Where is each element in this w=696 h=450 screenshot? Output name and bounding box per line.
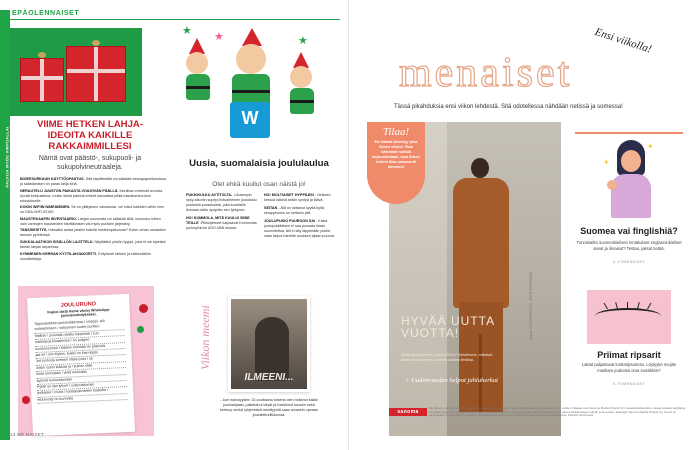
side-strip-text: PALVIJA MYÖS VIRPUALLAI	[4, 126, 10, 188]
fine-print: Me Naiset – lehden toiseksi, ilmiantaakt ja suottimien tuottuteet. Kaiso vinkkejä etsiva painosnauviilist – Lehden Olaajaa oset Sanoma Media Finland Oy:n asiakasrekisteröiksi, saaaa voidaan käyttää ja luovuttaa Sanoman markkinointialhin myös suoramarkkinointiin. Sanoma Media Finland Oy:llä on tietoa oikeus kieltää tietojen käyttö ja luovuttaa. Julkaisija: Sanoma Media Finland Oy. Kanal- ja painopaikka: Punamusta Oy. Lehteen tallennettuja aineistoja saa käyttää yhtiön ilmoittamissa tarkoituksissa. Painettu Suomessa.	[429, 406, 686, 418]
poem-line: jaa sir / sim löyttiin, kukkii on ihan kippo	[35, 349, 125, 359]
next-week-label: Ensi viikolla!	[593, 26, 654, 56]
star-icon: ★	[298, 35, 308, 47]
star-icon: ★	[214, 31, 224, 43]
body-paragraph: NERAUTELU JUUSTON PAIKASTA VOILEIVÄN PÄÄLLÄ. Monilhan mielestä arvosta hyvää keskustelua, mutta nämä päivinä erheet kannattaa pitää maustumina kuin edustukselle.	[20, 188, 163, 203]
poem-line: Pyhät on ilan lyhyet / sukemattomat	[37, 381, 127, 391]
article-title: VIIME HETKEN LAHJA-IDEOITA KAIKILLE RAKKAIMMILLESI	[36, 119, 144, 152]
song-entry: PUKKIKULKU AVTITOLTA- -Lihaampin nyky-aikohin sopepi lintuaiheinen joululaulu pukkesta puraukuista, joka suoeisille lintuaan-dalla sydydän sen lyhtynen.	[186, 193, 257, 212]
body-paragraph: BIOEESURKAUN KÄYTTÖOPASTUS. Sitä käyttämällä voi säästää vessapaperikuluissa, ja säästämisen on paras lahja kinä.	[20, 177, 167, 186]
poem-line: olisiin suolu tiukkaa ja / kuinen eläk-	[36, 362, 126, 372]
poem-line: hatlitse / joulundiu avattu kippariaa / suu	[35, 330, 125, 340]
ornament-icon	[22, 396, 30, 404]
song-entry: HO! KUMMOLA, MITÄ KUULUI SIINE TEILLE -Pikkuljeleset kalpaavat Kummolas joulunyhinnä UDO-MMI-klossa.	[186, 216, 257, 230]
song-entry: JOULUPUKKI PUUROON SAI - Kiska joulupukkilaisen ei saa puusata ilman suunniteltua, äiti ei käy läppimään pukile, vaan tarjoa häneille suuksen sijaan puuroa.	[264, 219, 335, 238]
thinking-woman-illustration	[603, 140, 659, 220]
feature-link: + Uudenvuoden helpot juhlaherkut	[405, 377, 498, 384]
song-entry: HO! MOLTIAISET HYPPÄÄSI - Hetkeen kestuä näkinä seikin syntyä ja ikävä.	[264, 193, 331, 202]
bow-icon	[38, 52, 46, 58]
feature-headline: HYVÄÄ UUTTA VUOTTA!	[401, 314, 495, 340]
ornament-icon	[137, 326, 144, 333]
poem-line: polkaiset / mutta / tuulaaisiimaiden koskella /	[37, 387, 127, 397]
poem-line: kylymä rentouttamaan	[37, 375, 127, 385]
body-paragraph: KOKIN WIFIIN NIMEÄMINEN. Se on yllätyksen vaivatonta, voi mikoi kaikkien wifiin nimi on DNA-WIFI-02190.	[20, 205, 164, 215]
article-subtitle: Nämä ovat päästö-, sukupuoli- ja sukupolvineutraaleja.	[38, 155, 142, 171]
songs-column	[186, 193, 258, 234]
sanoma-logo: sanoma	[389, 408, 427, 416]
gifts-image	[10, 28, 142, 116]
songs-subtitle: Olet ehkä kuullut osan näistä jo!	[212, 181, 306, 188]
poem-line: maistaa ja kissaleissa / on polyjen-	[35, 336, 125, 346]
poem-title: JOULURUNO	[60, 301, 97, 309]
songs-title: Uusia, suomalaisia joululaulua	[189, 158, 329, 169]
page-footer: 14 ME NAISET	[10, 432, 45, 437]
sidebar-title: Suomea vai finglishiä?	[580, 226, 678, 236]
poem-card	[27, 294, 135, 436]
song-entry: SEITAN - Älä on laittanut kyytiä kyltä, sinapphumiu on seitanin yllä.	[264, 206, 326, 215]
meme-image-text: ILMEENI...	[244, 372, 294, 383]
subscribe-text: Me Naiset ilmestyy joka ikinen viikko! Tilaa kätevästi netistä tarjoushintaan, saat ilokisi lehteni tilaa sanoma.fi/ menaiset	[372, 140, 420, 169]
meme-caption: ...kun manslyykien 15-vuotiaana toisena olen hoitanut kaikki joululahjaasi, paketoinut lahjat ja haekkinut kuusen sekä kertony minkä ryhjensävä merittyyntä saan ainankin upeaan joulutietturillidomaa.	[220, 398, 318, 417]
gift-box-icon	[20, 58, 64, 102]
eyelash-icon	[595, 308, 661, 324]
poem-line: Jos joulusta stressin ottaisi pois / se	[36, 355, 126, 365]
sidebar-credit: IL.FI/MENAISET	[612, 382, 646, 386]
poem-subtitle: Kopioi tästä Hame värisy WhatsApp-joulutervehdykseksi.	[47, 307, 111, 318]
body-paragraph: TANSSIESITYS. Haluatko antaa jotakin todella mieleenpainuvaa? Kuten oman variaation tanssin pyörteissä.	[20, 228, 166, 238]
right-page	[348, 0, 696, 450]
star-icon: ★	[182, 25, 192, 37]
meme-image	[228, 296, 310, 392]
sidebar-title: Priimat ripsarit	[597, 350, 661, 360]
feature-text: Mistä innostumme vuonna 2024? Selvitimme, millaiset asiat nousevat ensi vuonna uusiksi ilmiöksi.	[401, 353, 493, 362]
article-body	[20, 177, 168, 263]
body-paragraph: SUKKALAATIKON SISÄLLÖN LAJITTELU. Näyttääkö yksiön tyyppi, joka ei ole kipeästi tämän lahjan tarpeessa.	[20, 239, 166, 249]
sidebar-rule	[575, 132, 683, 134]
ornament-icon	[139, 304, 148, 313]
sidebar-credit: IL.FI/MENAISET	[612, 260, 646, 264]
subscribe-title: Tilaa!	[382, 126, 410, 138]
sparkle-icon: ✦	[647, 142, 654, 151]
sidebar-text: Tunnistatko suomenkielisen lentäluiteet englanninkieliset sanat ja ilmaisut? Testaa, jaksat tietää.	[576, 240, 682, 251]
poem-line: että levitty on kunnolla	[37, 394, 127, 404]
bow-icon	[92, 40, 100, 46]
side-strip	[0, 10, 10, 440]
sidebar-text: Laktat paljastavat luottaripsarinsa. Löytyykö meijän maskara joukosta oma suosikkisi?	[581, 362, 677, 373]
body-paragraph: KYMMENEN KERRAN KYYTILAHJAKORTTI. Erityisesti tarkien ja stäkestäöön suosikkilahja.	[20, 251, 151, 261]
elves-illustration	[178, 20, 328, 160]
mascara-image	[587, 290, 671, 344]
model-head	[471, 158, 489, 178]
sparkle-icon: ✦	[603, 158, 610, 167]
body-paragraph: MAUSTEKAAPIN INVENTAARIO. Lahjan suunustta voi säästää siitä, kuuluuko siihen vain vanhojen mausteiden hävittämisen vai myös puriklen järjestely.	[20, 216, 161, 226]
songs-column	[264, 193, 336, 242]
poem-line: Tipporatekkhin joulukokkenssa / sinappi- siili voiteashoisen / sohjoimen tuulee punkkii-	[34, 318, 124, 334]
section-tag: EPÄOLENNAISET	[12, 10, 80, 17]
poem-line: suudunusmon / kaiteen hellittää ne pilamelä	[35, 343, 125, 353]
model-coat	[453, 178, 509, 308]
magazine-logo: menaiset	[399, 50, 573, 96]
poem-line: lonta onnistaan / vielä mennään	[36, 368, 126, 378]
subscribe-badge	[367, 122, 425, 204]
intro-text: Tässä pikahduksia ensi viikon lehdestä. Sitä odotellessa nähdään netissä ja somessa!	[394, 104, 623, 110]
meme-label: Viikon meemi	[198, 305, 212, 370]
gift-box-icon	[66, 46, 126, 102]
photo-credit: Kuvat: ISTOCKPHOTO, SHUTTERSTOCK	[529, 271, 533, 340]
present-icon: W	[230, 102, 270, 138]
